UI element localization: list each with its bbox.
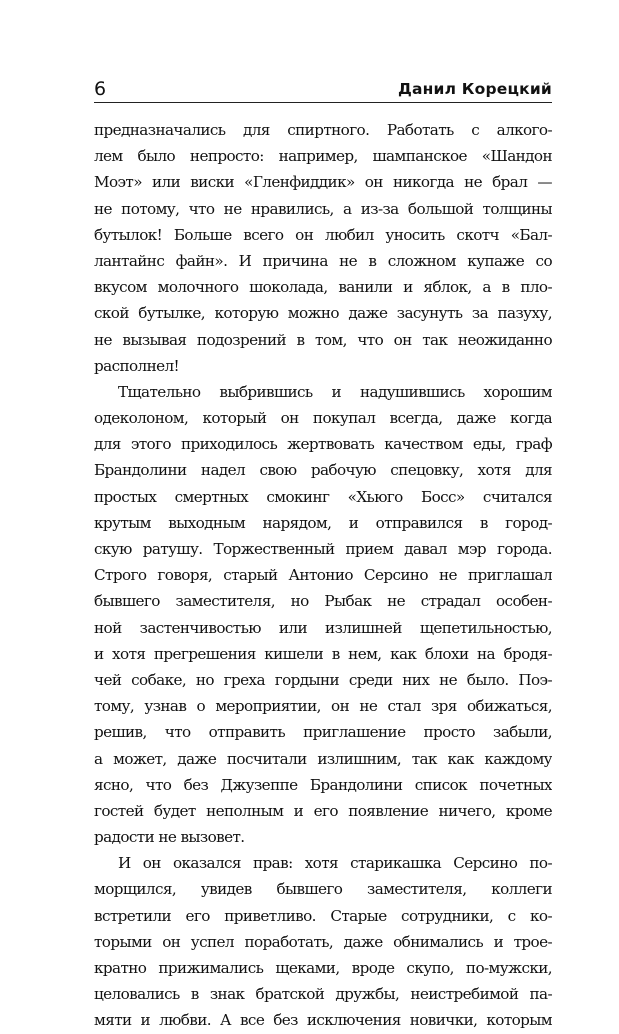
text-line: одеколоном, который он покупал всегда, даже когда — [94, 409, 552, 428]
text-line: ной застенчивостью или излишней щепетильностью, — [94, 618, 552, 637]
page-number: 6 — [94, 78, 107, 100]
text-line: Строго говоря, старый Антонио Серсино не приглашал — [94, 566, 552, 585]
text-line: скую ратушу. Торжественный прием давал мэр города. — [94, 540, 552, 558]
text-line: чей собаке, но греха гордыни среди них не было. Поэ- — [94, 670, 552, 689]
text-line: гостей будет неполным и его появление ничего, кроме — [94, 801, 552, 820]
text-line: морщился, увидев бывшего заместителя, коллеги — [94, 880, 552, 899]
running-head-author: Данил Корецкий — [397, 80, 552, 98]
text-line: и хотя прегрешения кишели в нем, как блохи на бродя- — [94, 644, 552, 663]
text-line: торыми он успел поработать, даже обнимались и трое- — [94, 932, 552, 951]
text-line: а может, даже посчитали излишним, так как каждому — [94, 749, 552, 768]
text-line: располнел! — [94, 356, 180, 375]
text-line: Брандолини надел свою рабочую спецовку, хотя для — [94, 461, 552, 480]
text-line: бывшего заместителя, но Рыбак не страдал особен- — [94, 592, 552, 611]
text-line: ской бутылке, которую можно даже засунуть за пазуху, — [94, 304, 552, 323]
text-line: не вызывая подозрений в том, что он так неожиданно — [94, 330, 552, 349]
text-line: для этого приходилось жертвовать качеством еды, граф — [94, 435, 552, 454]
text-line: тому, узнав о мероприятии, он не стал зря обижаться, — [94, 697, 552, 716]
text-line: крутым выходным нарядом, и отправился в город- — [94, 513, 552, 532]
text-line: простых смертных смокинг «Хьюго Босс» считался — [94, 487, 552, 506]
paragraph — [94, 379, 552, 850]
text-line: вкусом молочного шоколада, ванили и яблок, а в пло- — [94, 278, 552, 297]
text-line: лантайнс файн». И причина не в сложном купаже со — [94, 251, 552, 270]
text-line: Тщательно выбрившись и надушившись хорошим — [118, 382, 552, 401]
text-line: решив, что отправить приглашение просто забыли, — [94, 723, 552, 742]
text-line: мяти и любви. А все без исключения новички, которым — [94, 1011, 552, 1030]
text-line: целовались в знак братской дружбы, неистребимой па- — [94, 985, 552, 1004]
paragraph — [94, 850, 552, 1033]
text-line: кратно прижимались щеками, вроде скупо, по-мужски, — [94, 959, 552, 977]
text-line: ясно, что без Джузеппе Брандолини список почетных — [94, 775, 552, 794]
text-line: не потому, что не нравились, а из-за большой толщины — [94, 199, 552, 218]
text-line: лем было непросто: например, шампанское «Шандон — [94, 147, 552, 166]
body-text — [94, 117, 552, 1034]
text-line: Моэт» или виски «Гленфиддик» он никогда не брал — — [94, 173, 552, 192]
text-line: встретили его приветливо. Старые сотрудники, с ко- — [94, 906, 552, 925]
text-line: бутылок! Больше всего он любил уносить скотч «Бал- — [94, 225, 552, 244]
text-line: радости не вызовет. — [94, 828, 245, 847]
paragraph — [94, 117, 552, 379]
text-line: предназначались для спиртного. Работать с алкого- — [94, 121, 552, 139]
text-line: И он оказался прав: хотя старикашка Серсино по- — [118, 854, 552, 873]
header-rule — [94, 102, 552, 103]
